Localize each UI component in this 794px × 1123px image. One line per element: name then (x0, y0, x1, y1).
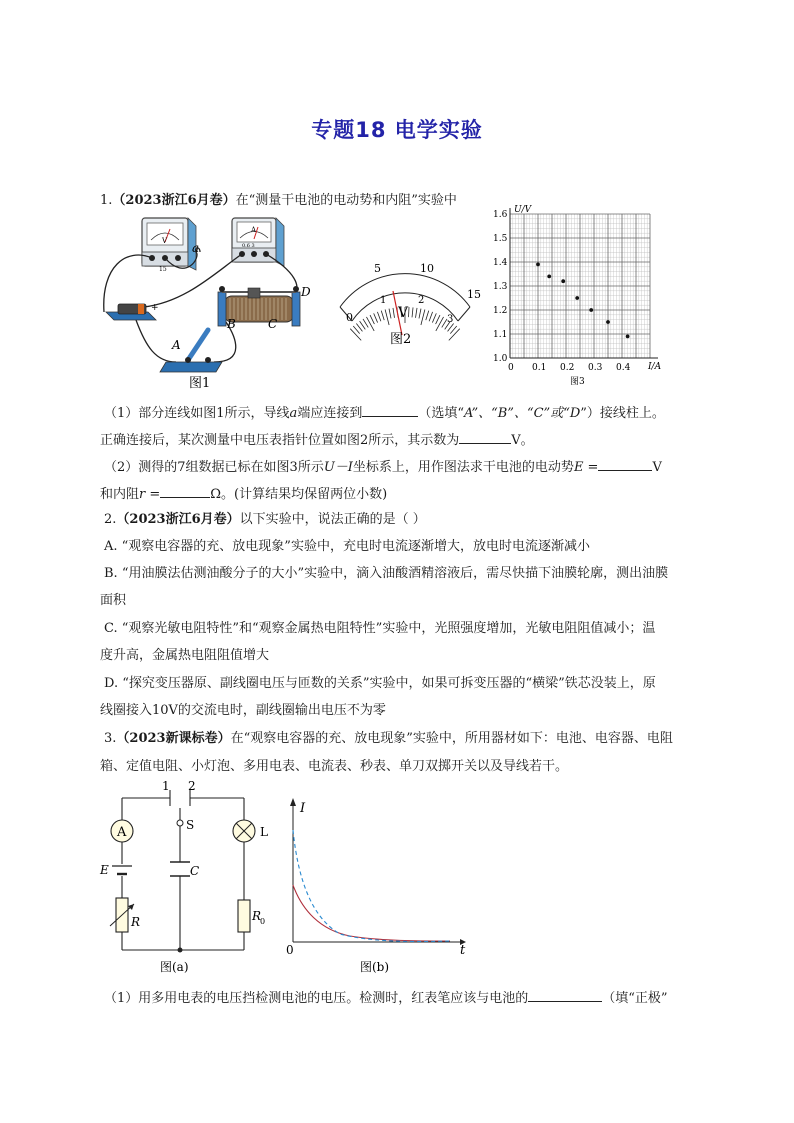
y-tick-label: 1.4 (493, 258, 508, 268)
q1-part1-var: a (289, 406, 298, 421)
x-tick-label: 0.4 (616, 363, 631, 373)
q2-option-c-cont: 度升高，金属热电阻阻值增大 (100, 648, 270, 663)
q3-part1-text-b: （填“正极” (602, 991, 668, 1006)
meter-tick (421, 310, 425, 325)
q2-option-a[interactable]: A. “观察电容器的充、放电现象”实验中，充电时电流逐渐增大，放电时电流逐渐减小 (104, 539, 590, 554)
voltmeter-range-label: 15 (159, 266, 167, 273)
capacitor-label: C (190, 864, 200, 878)
data-point (606, 320, 610, 324)
data-point (547, 275, 551, 279)
switch-pos-1: 1 (162, 780, 170, 793)
r0-subscript: 0 (260, 917, 266, 926)
meter-tick (385, 310, 389, 325)
wire-a-label: a (192, 241, 200, 255)
q2-number: 2. (104, 512, 117, 527)
q1-part2-line1 (104, 456, 704, 478)
q2-option-b-cont: 面积 (100, 593, 127, 608)
meter-tick (377, 312, 380, 321)
meter-tick (426, 311, 429, 321)
y-tick-label: 1.3 (493, 282, 508, 292)
q1-part2-text-b: 坐标系上，用作图法求干电池的电动势 (352, 460, 574, 475)
y-tick-label: 1.1 (493, 330, 508, 340)
q1-emf-blank[interactable] (598, 456, 652, 471)
q3-stem1: 在“观察电容器的充、放电现象”实验中，所用器材如下：电池、电容器、电阻 (230, 731, 673, 746)
figure-3-caption: 图3 (570, 377, 585, 387)
data-point (589, 308, 593, 312)
lamp-label: L (260, 825, 268, 839)
meter-tick (409, 307, 410, 317)
terminal-d-label: D (301, 285, 311, 299)
q1-part2-r: r = (139, 487, 161, 502)
figure-2-caption: 图2 (390, 332, 412, 347)
q1-part1-line2-text: 正确连接后，某次测量中电压表指针位置如图2所示，其示数为 (100, 433, 460, 448)
figure-a-caption: 图(a) (160, 960, 189, 974)
meter-top-tick-0: 0 (346, 311, 353, 324)
q1-part2-line2 (100, 483, 700, 505)
meter-tick (393, 308, 395, 318)
x-tick-label: 0.2 (560, 363, 575, 373)
voltmeter-v-label: V (162, 237, 168, 245)
meter-tick (432, 313, 436, 322)
q1-voltage-blank[interactable] (459, 429, 511, 444)
r0-label: R (252, 909, 262, 923)
ammeter-label: A (117, 825, 127, 840)
q1-part2-text-a: （2）测得的7组数据已标在如图3所示 (104, 460, 324, 475)
meter-tick (416, 308, 418, 318)
figure-a-circuit (98, 780, 268, 976)
q1-part2-line2-text-b: Ω。(计算结果均保留两位小数) (210, 487, 388, 502)
meter-tick (370, 315, 374, 324)
t-axis-label: t (460, 943, 466, 958)
figure-1-caption: 图1 (189, 376, 211, 391)
data-point (575, 296, 579, 300)
y-axis-label: U/V (514, 205, 532, 215)
q2-option-c[interactable]: C. “观察光敏电阻特性”和“观察金属热电阻特性”实验中，光照强度增加，光敏电阻阻值减小；温 (104, 621, 656, 636)
q1-part1-line1 (104, 402, 704, 424)
switch-pivot-icon (177, 820, 183, 826)
q1-part1-text-d: ”）接线柱上。 (580, 406, 665, 421)
q1-part1-options: A”、“B”、“C”或“D (463, 406, 581, 421)
q1-part1-line2 (100, 429, 700, 451)
figure-1-apparatus (96, 212, 321, 392)
switch-label: S (186, 818, 195, 832)
resistor-label: R (131, 915, 141, 929)
y-tick-label: 1.0 (493, 354, 508, 364)
x-tick-label: 0.1 (532, 363, 547, 373)
meter-tick (419, 309, 421, 319)
figure-3-ui-graph (486, 200, 676, 395)
ammeter-range-label: 0.6 3 (242, 243, 255, 249)
meter-tick (429, 312, 432, 321)
meter-tick (436, 317, 444, 331)
meter-bottom-tick-1: 1 (380, 295, 387, 306)
q2-option-d-cont: 线圈接入10V的交流电时，副线圈输出电压不为零 (100, 703, 386, 718)
meter-tick (449, 329, 460, 341)
terminal-b-label: B (227, 317, 236, 331)
fixed-resistor-icon (238, 900, 250, 932)
figure-b-current-graph (280, 790, 480, 976)
figure-b-caption: 图(b) (360, 960, 390, 974)
meter-tick (374, 313, 378, 322)
x-tick-label: 0 (508, 363, 514, 373)
origin-label: 0 (286, 943, 294, 957)
q1-number: 1. (100, 193, 113, 208)
x-axis-label: I/A (648, 362, 662, 372)
meter-top-tick-15: 15 (467, 288, 481, 301)
q1-part1-text-b: 端应连接到 (297, 406, 363, 421)
meter-tick (412, 307, 413, 317)
meter-top-tick-10: 10 (420, 262, 434, 275)
q1-part1-text-a: （1）部分连线如图1所示，导线 (104, 406, 290, 421)
meter-top-tick-5: 5 (374, 262, 381, 275)
q2-source: （2023浙江6月卷） (116, 512, 240, 527)
q1-part2-unit: V (652, 460, 662, 475)
q1-source: （2023浙江6月卷） (112, 193, 236, 208)
x-tick-label: 0.3 (588, 363, 603, 373)
q3-stem-line1 (104, 729, 704, 749)
terminal-c-label: C (268, 317, 278, 331)
meter-tick (360, 321, 366, 329)
battery-label: E (100, 863, 109, 877)
meter-tick (381, 311, 384, 321)
q2-stem: 以下实验中，说法正确的是（ ） (239, 512, 426, 527)
switch-pos-2: 2 (188, 780, 196, 793)
q1-part2-e: E = (573, 460, 599, 475)
q3-part1-line (104, 987, 704, 1009)
figure-2-meter-scale (330, 255, 490, 355)
meter-tick (389, 309, 391, 319)
q3-number: 3. (104, 731, 117, 746)
q3-part1-blank[interactable] (528, 987, 602, 1002)
q3-source: （2023新课标卷） (116, 731, 231, 746)
i-axis-label: I (300, 801, 306, 816)
ammeter-icon (232, 218, 284, 266)
page-title: 专题18 电学实验 (311, 118, 483, 142)
terminal-a-label: A (172, 338, 181, 352)
meter-tick (363, 319, 368, 328)
meter-bottom-tick-2: 2 (418, 295, 425, 306)
data-point (626, 335, 630, 339)
q1-part1-line2-unit: V。 (511, 433, 534, 448)
battery-plus-label: + (151, 303, 159, 313)
q1-part1-text-c: （选填“ (418, 406, 464, 421)
meter-unit-v: V (398, 305, 409, 321)
q2-option-b[interactable]: B. “用油膜法估测油酸分子的大小”实验中，滴入油酸酒精溶液后，需尽快描下油膜轮廓，测出油膜 (104, 566, 669, 581)
y-tick-label: 1.5 (493, 234, 508, 244)
q1-stem: 在“测量干电池的电动势和内阻”实验中 (235, 193, 457, 208)
switch-icon (160, 330, 222, 372)
meter-tick (350, 329, 361, 341)
y-tick-label: 1.6 (493, 210, 508, 220)
q1-part2-axes: U－I (323, 460, 353, 475)
q3-stem-line2: 箱、定值电阻、小灯泡、多用电表、电流表、秒表、单刀双掷开关以及导线若干。 (100, 759, 569, 774)
meter-tick (436, 315, 440, 324)
voltmeter-icon (142, 218, 196, 273)
q1-resistance-blank[interactable] (160, 483, 210, 498)
data-point (536, 263, 540, 267)
y-tick-label: 1.2 (493, 306, 508, 316)
q2-stem-line (104, 510, 704, 530)
lamp-icon (233, 820, 255, 842)
q1-part1-blank[interactable] (362, 402, 418, 417)
meter-tick (366, 317, 374, 331)
curve-solid (293, 885, 450, 941)
meter-bottom-tick-3: 3 (447, 314, 454, 325)
q1-part2-line2-text-a: 和内阻 (100, 487, 140, 502)
ammeter-a-label: A (251, 226, 257, 234)
q2-option-d[interactable]: D. “探究变压器原、副线圈电压与匝数的关系”实验中，如果可拆变压器的“横梁”铁芯没装上，原 (104, 676, 656, 691)
data-point (561, 279, 565, 283)
battery-icon (106, 303, 159, 320)
curve-dashed (293, 830, 450, 941)
q3-part1-text-a: （1）用多用电表的电压挡检测电池的电压。检测时，红表笔应该与电池的 (104, 991, 529, 1006)
